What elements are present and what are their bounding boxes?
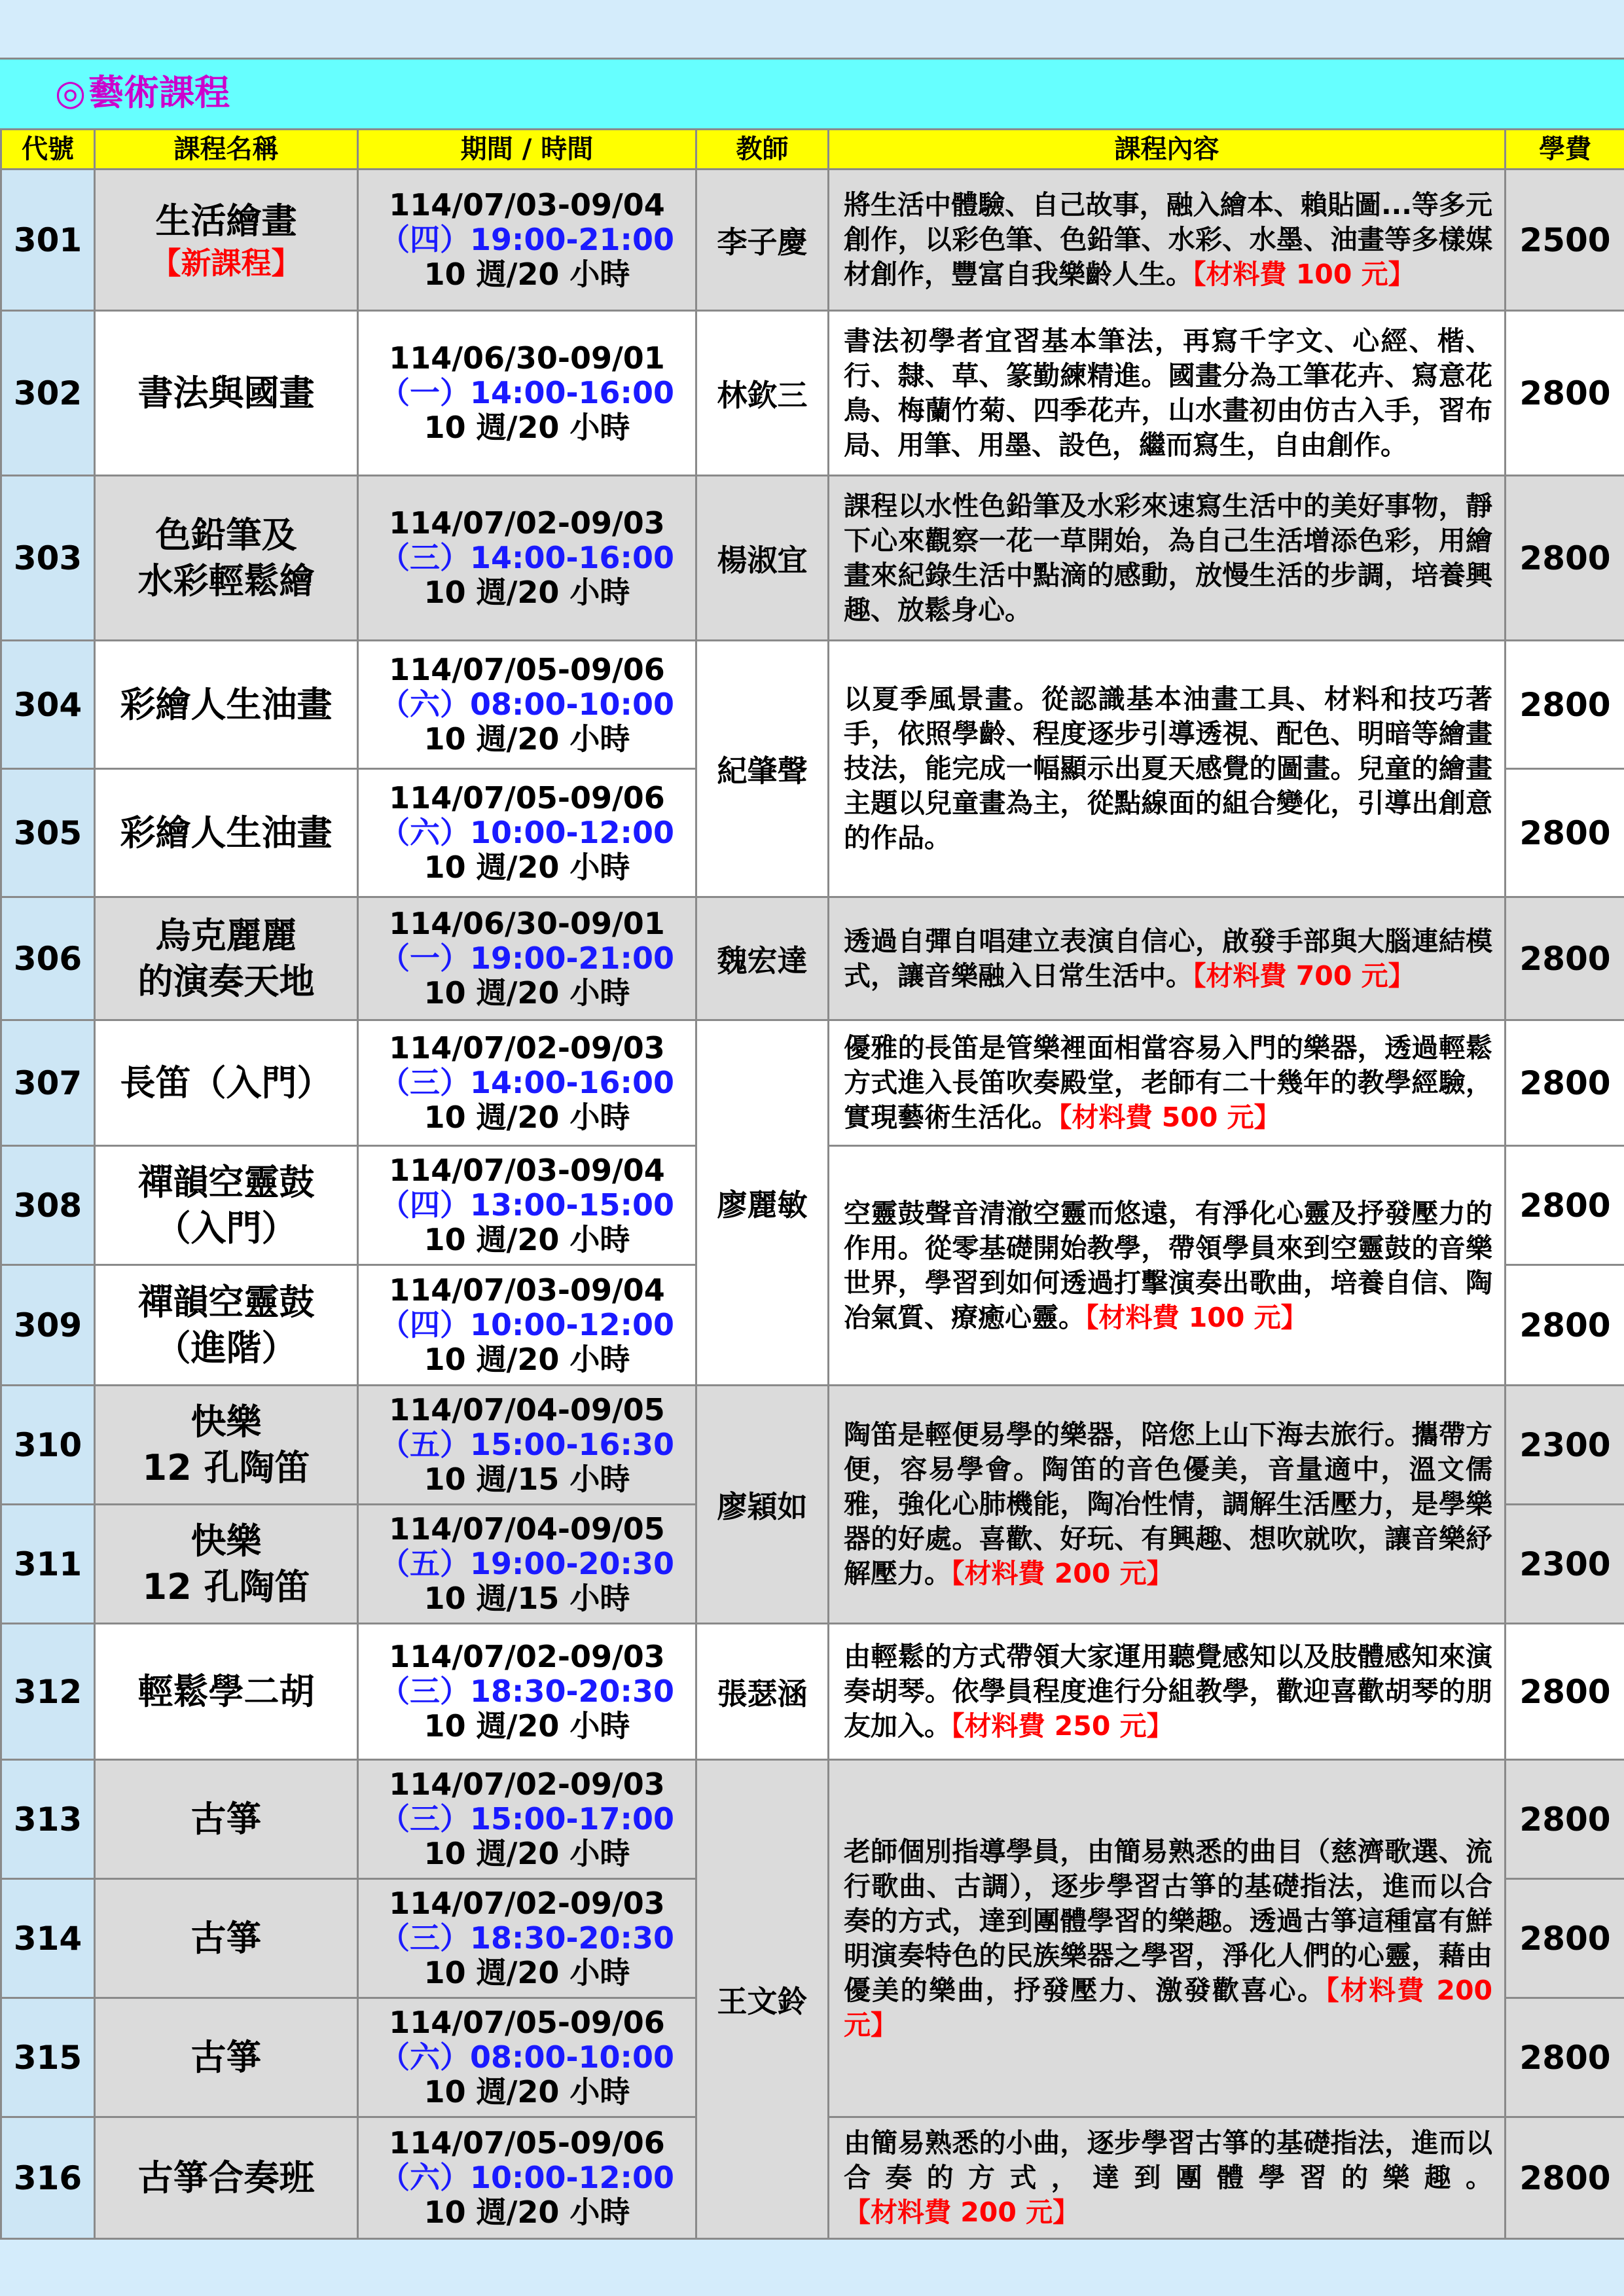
course-code: 307 [1,1020,95,1146]
course-fee: 2800 [1506,1265,1624,1386]
course-duration: 10 週/20 小時 [424,257,630,292]
course-period [358,476,696,641]
course-date-range: 114/07/02-09/03 [389,1886,665,1921]
course-fee: 2300 [1506,1386,1624,1505]
course-fee: 2500 [1506,170,1624,311]
description-line: 來演奏胡琴。依學員程度進行分組教學，歡迎喜歡 [844,1641,1493,1707]
course-weekday-time: （一）19:00-21:00 [380,941,674,976]
course-weekday-time: （五）15:00-16:30 [380,1427,674,1462]
course-duration: 10 週/20 小時 [424,1222,630,1257]
course-duration: 10 週/20 小時 [424,1708,630,1744]
course-date-range: 114/07/04-09/05 [389,1511,665,1547]
description-line: 流行歌曲、古調），逐步學習古箏的基礎指法，進而 [844,1835,1492,1902]
course-name-line: 禪韻空靈鼓 [137,1281,315,1323]
course-name-line: 生活繪畫 [155,200,297,242]
header-teacher: 教師 [696,130,829,170]
course-duration: 10 週/15 小時 [424,1462,630,1497]
course-description [829,476,1506,641]
description-line: 種富有鮮明演奏特色的民族樂器之學習，淨化人們 [844,1905,1493,1971]
course-name [95,2117,358,2239]
header-name: 課程名稱 [95,130,358,170]
description-line: 老師個別指導學員，由簡易熟悉的曲目（慈濟歌選、 [844,1835,1466,1867]
course-date-range: 114/07/02-09/03 [389,505,665,541]
course-name-line: 的演奏天地 [137,960,315,1002]
course-code: 314 [1,1879,95,1998]
course-duration: 10 週/20 小時 [424,1955,630,1990]
course-name [95,1505,358,1624]
course-fee: 2800 [1506,1998,1624,2117]
teacher-name: 廖穎如 [696,1386,829,1624]
course-period [358,1624,696,1760]
course-weekday-time: （三）18:30-20:30 [380,1920,674,1956]
description-line: 帶方便，容易學會。陶笛的音色優美，音量適中，溫 [844,1419,1493,1485]
course-fee: 2800 [1506,2117,1624,2239]
section-title [55,71,230,115]
course-name-line: 色鉛筆及 [155,514,297,556]
course-name-line: 古箏合奏班 [137,2157,315,2198]
course-date-range: 114/07/02-09/03 [389,1767,665,1802]
table-row [1,476,1624,641]
header-content: 課程內容 [829,130,1506,170]
course-name-line: 古箏 [190,1917,262,1959]
course-name [95,1879,358,1998]
course-code: 310 [1,1386,95,1505]
course-weekday-time: （三）18:30-20:30 [380,1674,674,1709]
teacher-name: 紀肇聲 [696,641,829,897]
course-fee: 2800 [1506,1760,1624,1879]
course-description [829,1624,1506,1760]
table-header-row [1,130,1624,170]
description-line: 空靈鼓聲音清澈空靈而悠遠，有淨化心靈及抒發壓 [844,1197,1439,1229]
course-description [829,311,1506,476]
course-code: 308 [1,1146,95,1265]
description-line: 文儒雅，強化心肺機能，陶冶性情，調解生活壓力， [844,1454,1493,1520]
description-line: 結模式，讓音樂融入日常生活中。 [844,925,1493,992]
course-weekday-time: （六）08:00-10:00 [380,2039,674,2075]
course-duration: 10 週/20 小時 [424,721,630,757]
teacher-name: 王文鈴 [696,1760,829,2239]
course-weekday-time: （三）14:00-16:00 [380,540,674,575]
course-weekday-time: （六）10:00-12:00 [380,815,674,850]
description-line: 由輕鬆的方式帶領大家運用聽覺感知以及肢體感知 [844,1641,1439,1672]
teacher-name: 張瑟涵 [696,1624,829,1760]
course-period [358,1020,696,1146]
course-name-line: 禪韻空靈鼓 [137,1161,315,1203]
description-line: 的心靈，藉由優美的樂曲，抒發壓力、激發歡喜心。 [844,1939,1493,2006]
description-line: 色彩，用繪畫來紀錄生活中點滴的感動，放慢生活 [844,524,1492,591]
course-name [95,1760,358,1879]
course-duration: 10 週/20 小時 [424,1836,630,1871]
course-name [95,1020,358,1146]
course-date-range: 114/07/02-09/03 [389,1639,665,1674]
course-name-line: （入門） [155,1207,297,1249]
course-period [358,769,696,897]
course-description [829,641,1506,897]
material-fee-note: 【材料費 200 元】 [951,1558,1174,1589]
course-code: 302 [1,311,95,476]
description-line: 力的作用。從零基礎開始教學，帶領學員來到空靈 [844,1197,1493,1264]
course-fee: 2800 [1506,1020,1624,1146]
description-line: 優雅的長笛是管樂裡面相當容易入門的樂器，透過 [844,1032,1439,1064]
description-line: 陶笛是輕便易學的樂器，陪您上山下海去旅行。攜 [844,1419,1439,1450]
course-name [95,476,358,641]
material-fee-note: 【材料費 100 元】 [1193,259,1415,290]
course-code: 315 [1,1998,95,2117]
course-table [0,128,1624,2240]
description-line: 讓音樂紓解壓力。 [844,1523,1493,1589]
description-line: 課程以水性色鉛筆及水彩來速寫生活中的美好事 [844,490,1412,522]
course-date-range: 114/07/05-09/06 [389,2125,665,2161]
course-fee: 2300 [1506,1505,1624,1624]
course-code: 306 [1,897,95,1020]
course-name [95,1386,358,1505]
description-line: 胡琴的朋友加入。 [844,1676,1493,1742]
course-name [95,641,358,769]
course-date-range: 114/06/30-09/01 [389,906,665,941]
course-name [95,1265,358,1386]
teacher-name: 林欽三 [696,311,829,476]
course-duration: 10 週/20 小時 [424,575,630,610]
course-code: 312 [1,1624,95,1760]
course-name-line: 古箏 [190,2036,262,2078]
material-fee-note: 【材料費 250 元】 [951,1710,1174,1742]
course-name-line: 12 孔陶笛 [142,1566,310,1607]
course-name-line: 長笛（入門） [120,1062,333,1103]
description-line: 花鳥、梅蘭竹菊、四季花卉，山水畫初由仿古入手， [844,359,1492,426]
course-name-line: 古箏 [190,1798,262,1840]
description-line: 物，靜下心來觀察一花一草開始，為自己生活增添 [844,490,1492,556]
course-period [358,1146,696,1265]
header-fee: 學費 [1506,130,1624,170]
course-fee: 2800 [1506,476,1624,641]
course-description [829,170,1506,311]
course-period [358,1505,696,1624]
course-period [358,1386,696,1505]
description-line: 鼓的音樂世界，學習到如何透過打擊演奏出歌曲， [844,1232,1493,1299]
course-duration: 10 週/20 小時 [424,1342,630,1377]
course-code: 304 [1,641,95,769]
course-code: 301 [1,170,95,311]
course-weekday-time: （四）10:00-12:00 [380,1307,674,1342]
course-code: 311 [1,1505,95,1624]
course-period [358,2117,696,2239]
description-line: 引導出創意的作品。 [844,787,1492,853]
teacher-name: 李子慶 [696,170,829,311]
table-row [1,1760,1624,1879]
course-weekday-time: （六）08:00-10:00 [380,687,674,722]
table-row [1,1020,1624,1146]
description-line: 以合奏的方式，達到團體學習的樂趣。透過古箏這 [844,1870,1493,1937]
course-fee: 2800 [1506,1146,1624,1265]
course-name [95,897,358,1020]
course-name-line: 12 孔陶笛 [142,1446,310,1488]
section-title-text: 藝術課程 [88,72,230,113]
course-date-range: 114/06/30-09/01 [389,340,665,376]
course-name [95,769,358,897]
course-weekday-time: （一）14:00-16:00 [380,375,674,410]
course-name-line: 彩繪人生油畫 [120,683,333,725]
course-duration: 10 週/20 小時 [424,2074,630,2109]
course-duration: 10 週/20 小時 [424,1100,630,1135]
course-period [358,1265,696,1386]
teacher-name: 楊淑宜 [696,476,829,641]
course-period [358,1998,696,2117]
description-line: 將生活中體驗、自己故事，融入繪本、賴貼圖...等多 [844,189,1466,221]
description-line: 行、隸、草、篆勤練精進。國畫分為工筆花卉、寫意 [844,359,1466,391]
course-name-line: 彩繪人生油畫 [120,812,333,853]
bullseye-icon: ◎ [55,72,86,113]
course-name [95,311,358,476]
material-fee-note: 【材料費 700 元】 [1193,960,1415,992]
course-period [358,311,696,476]
course-weekday-time: （五）19:00-20:30 [380,1546,674,1581]
new-course-badge: 【新課程】 [151,245,302,281]
course-period [358,897,696,1020]
description-line: 而以合奏的方式，達到團體學習的樂趣。 [844,2127,1493,2193]
material-fee-note: 【材料費 500 元】 [1058,1102,1281,1133]
course-date-range: 114/07/03-09/04 [389,1272,665,1308]
material-fee-note: 【材料費 100 元】 [1085,1301,1308,1333]
table-row [1,1386,1624,1505]
course-code: 303 [1,476,95,641]
description-line: 習布局、用筆、用墨、設色，繼而寫生，自由創作。 [844,394,1493,461]
course-fee: 2800 [1506,769,1624,897]
course-description [829,1020,1506,1146]
description-line: 由簡易熟悉的小曲，逐步學習古箏的基礎指法，進 [844,2127,1439,2159]
course-name [95,1146,358,1265]
top-margin-band [0,0,1624,58]
course-name [95,1998,358,2117]
course-weekday-time: （四）19:00-21:00 [380,222,674,257]
description-line: 輕鬆方式進入長笛吹奏殿堂，老師有二十幾年的教 [844,1032,1493,1098]
course-duration: 10 週/20 小時 [424,2195,630,2230]
course-duration: 10 週/20 小時 [424,975,630,1011]
description-line: 是學樂器的好處。喜歡、好玩、有興趣、想吹就吹， [844,1488,1492,1554]
table-row [1,641,1624,769]
course-name-line: （進階） [155,1327,297,1369]
course-period [358,170,696,311]
course-weekday-time: （四）13:00-15:00 [380,1187,674,1223]
table-row [1,897,1624,1020]
course-date-range: 114/07/05-09/06 [389,2005,665,2040]
course-name-line: 水彩輕鬆繪 [137,560,315,601]
table-row [1,311,1624,476]
course-fee: 2800 [1506,1879,1624,1998]
course-weekday-time: （六）10:00-12:00 [380,2160,674,2195]
description-line: 元創作，以彩色筆、色鉛筆、水彩、水墨、油畫等多 [844,189,1492,255]
description-line: 透過自彈自唱建立表演自信心，啟發手部與大腦連 [844,925,1439,957]
course-name-line: 烏克麗麗 [155,914,297,956]
description-line: 學經驗，實現藝術生活化。 [844,1067,1493,1133]
bottom-margin-band [0,2244,1624,2296]
description-line: 童的繪畫主題以兒童畫為主，從點線面的組合變化， [844,753,1493,819]
course-description [829,1386,1506,1624]
course-fee: 2800 [1506,1624,1624,1760]
table-row [1,170,1624,311]
course-date-range: 114/07/03-09/04 [389,1153,665,1188]
course-code: 316 [1,2117,95,2239]
course-duration: 10 週/20 小時 [424,410,630,445]
course-name-line: 書法與國畫 [137,372,315,414]
course-description [829,1146,1506,1386]
course-period [358,1760,696,1879]
description-line: 培養自信、陶冶氣質、療癒心靈。 [844,1266,1493,1333]
course-duration: 10 週/15 小時 [424,1581,630,1616]
teacher-name: 廖麗敏 [696,1020,829,1386]
teacher-name: 魏宏達 [696,897,829,1020]
description-line: 以夏季風景畫。從認識基本油畫工具、材料和技巧 [844,683,1466,715]
course-duration: 10 週/20 小時 [424,850,630,885]
course-fee: 2800 [1506,897,1624,1020]
course-period [358,1879,696,1998]
description-line: 著手，依照學齡、程度逐步引導透視、配色、明暗等 [844,683,1492,749]
course-date-range: 114/07/04-09/05 [389,1392,665,1427]
description-line: 書法初學者宜習基本筆法，再寫千字文、心經、楷、 [844,325,1492,357]
course-code: 313 [1,1760,95,1879]
course-date-range: 114/07/05-09/06 [389,780,665,816]
course-description [829,897,1506,1020]
course-period [358,641,696,769]
material-fee-note: 【材料費 200 元】 [844,2197,1080,2228]
course-date-range: 114/07/02-09/03 [389,1030,665,1066]
course-code: 309 [1,1265,95,1386]
course-fee: 2800 [1506,311,1624,476]
header-period: 期間 / 時間 [358,130,696,170]
course-name-line: 快樂 [190,1401,262,1443]
table-row [1,1624,1624,1760]
description-line: 的步調，培養興趣、放鬆身心。 [844,559,1492,626]
description-line: 繪畫技法，能完成一幅顯示出夏天感覺的圖畫。兒 [844,718,1493,784]
course-name-line: 輕鬆學二胡 [137,1670,315,1712]
course-weekday-time: （三）15:00-17:00 [380,1801,674,1837]
section-header [0,58,1624,128]
header-code: 代號 [1,130,95,170]
description-line: 樣媒材創作，豐富自我樂齡人生。 [844,224,1493,290]
course-name-line: 快樂 [190,1520,262,1562]
course-description [829,2117,1506,2239]
course-fee: 2800 [1506,641,1624,769]
course-weekday-time: （三）14:00-16:00 [380,1065,674,1100]
material-fee-note: 【材料費 200 元】 [844,1974,1493,2041]
course-date-range: 114/07/03-09/04 [389,187,665,223]
course-name [95,170,358,311]
course-name [95,1624,358,1760]
course-description [829,1760,1506,2117]
course-code: 305 [1,769,95,897]
course-date-range: 114/07/05-09/06 [389,652,665,687]
